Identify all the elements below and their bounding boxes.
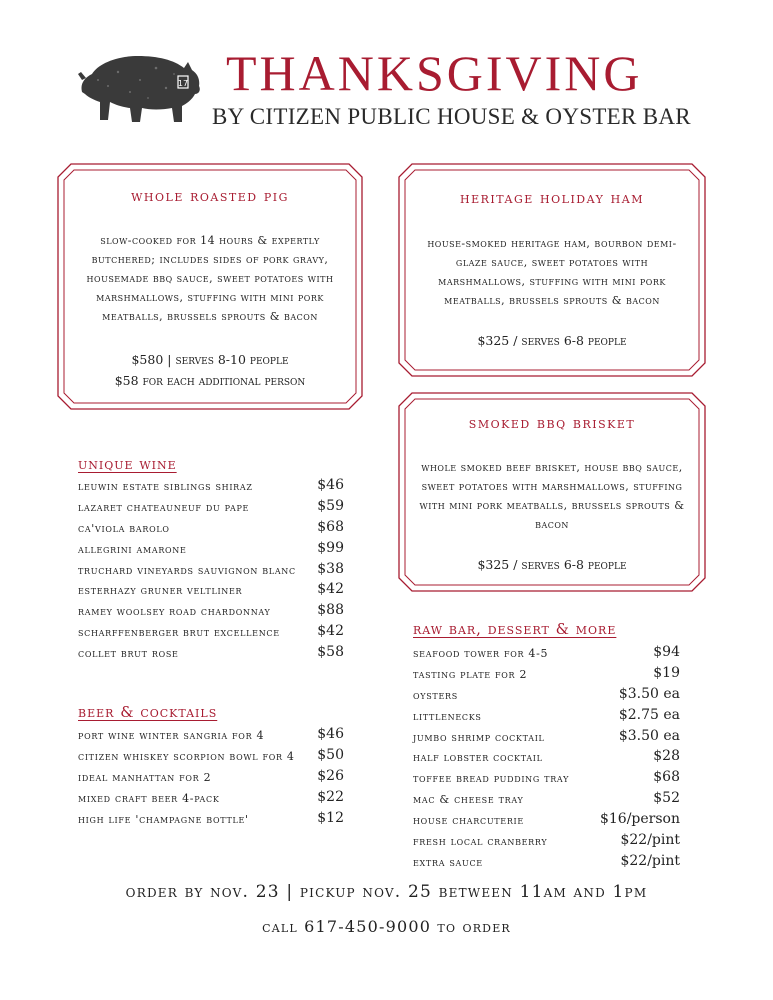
menu-item [78,809,344,834]
order-phone-text: call 617-450-9000 to order [262,917,511,936]
menu-item [78,746,344,771]
menu-item-name: littlenecks [413,709,482,723]
unique-wine-heading: unique wine [78,455,177,473]
menu-item-name: leuwin estate siblings shiraz [78,480,253,493]
menu-item-price: $22/pint [620,832,680,849]
menu-item-price: $12 [317,809,344,826]
menu-item-price: $42 [317,623,344,640]
card-price: $580 | serves 8-10 people [131,352,289,367]
menu-item-name: high life 'champagne bottle' [78,812,249,826]
menu-item-price: $2.75 ea [618,706,680,723]
menu-item-price: $42 [317,581,344,598]
card-title: heritage holiday ham [460,189,644,207]
menu-item [78,767,344,792]
menu-item-price: $59 [317,497,344,514]
menu-item-name: ideal manhattan for 2 [78,770,212,784]
menu-item [413,644,680,668]
menu-item-price: $28 [653,748,680,765]
menu-item-price: $3.50 ea [618,685,680,702]
menu-item-name: oysters [413,688,458,702]
menu-item [78,644,344,668]
unique-wine-list [78,477,344,668]
menu-item [413,727,680,752]
smoked-bbq-brisket-card [398,392,706,592]
page-subtitle: BY CITIZEN PUBLIC HOUSE & OYSTER BAR [212,104,691,129]
menu-item-price: $58 [317,644,344,661]
menu-item-price: $19 [653,664,680,681]
menu-item-name: truchard vineyards sauvignon blanc [78,563,296,577]
menu-item-price: $50 [317,746,344,763]
card-title: whole roasted pig [131,187,289,205]
menu-item [413,769,680,793]
menu-item-price: $52 [653,790,680,807]
menu-item-name: citizen whiskey scorpion bowl for 4 [78,749,295,763]
menu-item-price: $68 [653,769,680,786]
menu-item-price: $99 [317,539,344,556]
raw-bar-heading: raw bar, dessert & more [413,620,617,638]
card-description: whole smoked beef brisket, house bbq sauce, sweet potatoes with marshmallows, stuffing with mini pork meatballs, brussels sprouts & bacon [419,461,685,531]
menu-item-name: ca'viola barolo [78,521,170,535]
menu-item-price: $22 [317,788,344,805]
card-price: $325 / serves 6-8 people [477,333,627,348]
menu-item-name: allegrini amarone [78,542,187,556]
menu-item-price: $16/person [599,811,680,828]
svg-text:17: 17 [177,79,189,88]
menu-item [78,477,344,501]
menu-item [78,726,344,750]
menu-item-name: mixed craft beer 4-pack [78,791,220,805]
menu-item-price: $46 [317,477,344,493]
beer-cocktails-heading: beer & cocktails [78,703,218,721]
menu-item-price: $26 [317,767,344,784]
card-price-additional: $58 for each additional person [114,373,306,388]
menu-item-price: $3.50 ea [618,727,680,744]
heritage-holiday-ham-card [398,163,706,377]
card-price: $325 / serves 6-8 people [477,557,627,572]
menu-item-name: mac & cheese tray [413,793,524,807]
menu-item-price: $46 [317,726,344,742]
menu-item-price: $88 [317,602,344,619]
menu-item-name: fresh local cranberry [413,835,548,849]
menu-item-name: half lobster cocktail [413,751,543,765]
menu-item [78,539,344,564]
menu-item-price: $94 [653,644,680,660]
menu-item [78,518,344,543]
pig-silhouette-icon [78,50,202,126]
menu-item-name: house charcuterie [413,814,524,828]
menu-item [413,748,680,772]
menu-item-price: $68 [317,518,344,535]
page-title: THANKSGIVING [226,45,643,101]
menu-item [78,581,344,605]
menu-item-name: esterhazy gruner veltliner [78,584,243,598]
menu-item-name: toffee bread pudding tray [413,772,570,786]
menu-item-price: $38 [317,560,344,577]
card-description: house-smoked heritage ham, bourbon demi-glaze sauce, sweet potatoes with marshmallows, stuffing with mini pork meatballs, brussels sprouts & bacon [427,237,677,307]
card-description: slow-cooked for 14 hours & expertly butchered; includes sides of pork gravy, housemade bbq sauce, sweet potatoes with marshmallows, stuffing with mini pork meatballs, brussels sprouts & bacon [86,234,334,323]
menu-item-name: collet brut rose [78,647,179,661]
menu-item-name: extra sauce [413,855,483,869]
menu-item-name: port wine winter sangria for 4 [78,729,265,742]
raw-bar-list [413,644,680,877]
beer-cocktails-list [78,726,344,833]
menu-item-name: tasting plate for 2 [413,667,528,681]
menu-item-name: lazaret chateauneuf du pape [78,500,250,514]
menu-item-name: scharffenberger brut excellence [78,626,280,640]
menu-item [78,602,344,626]
menu-item [78,560,344,585]
menu-item-name: seafood tower for 4-5 [413,647,549,660]
card-title: smoked bbq brisket [468,414,636,432]
menu-item-name: jumbo shrimp cocktail [413,730,545,744]
menu-item-price: $22/pint [620,852,680,869]
menu-item [78,497,344,522]
menu-item [413,852,680,877]
menu-item [78,623,344,647]
menu-item [78,788,344,813]
order-deadline-text: order by nov. 23 | pickup nov. 25 between 11am and 1pm [125,882,648,902]
whole-roasted-pig-card [57,163,363,410]
menu-item-name: ramey woolsey road chardonnay [78,605,271,619]
